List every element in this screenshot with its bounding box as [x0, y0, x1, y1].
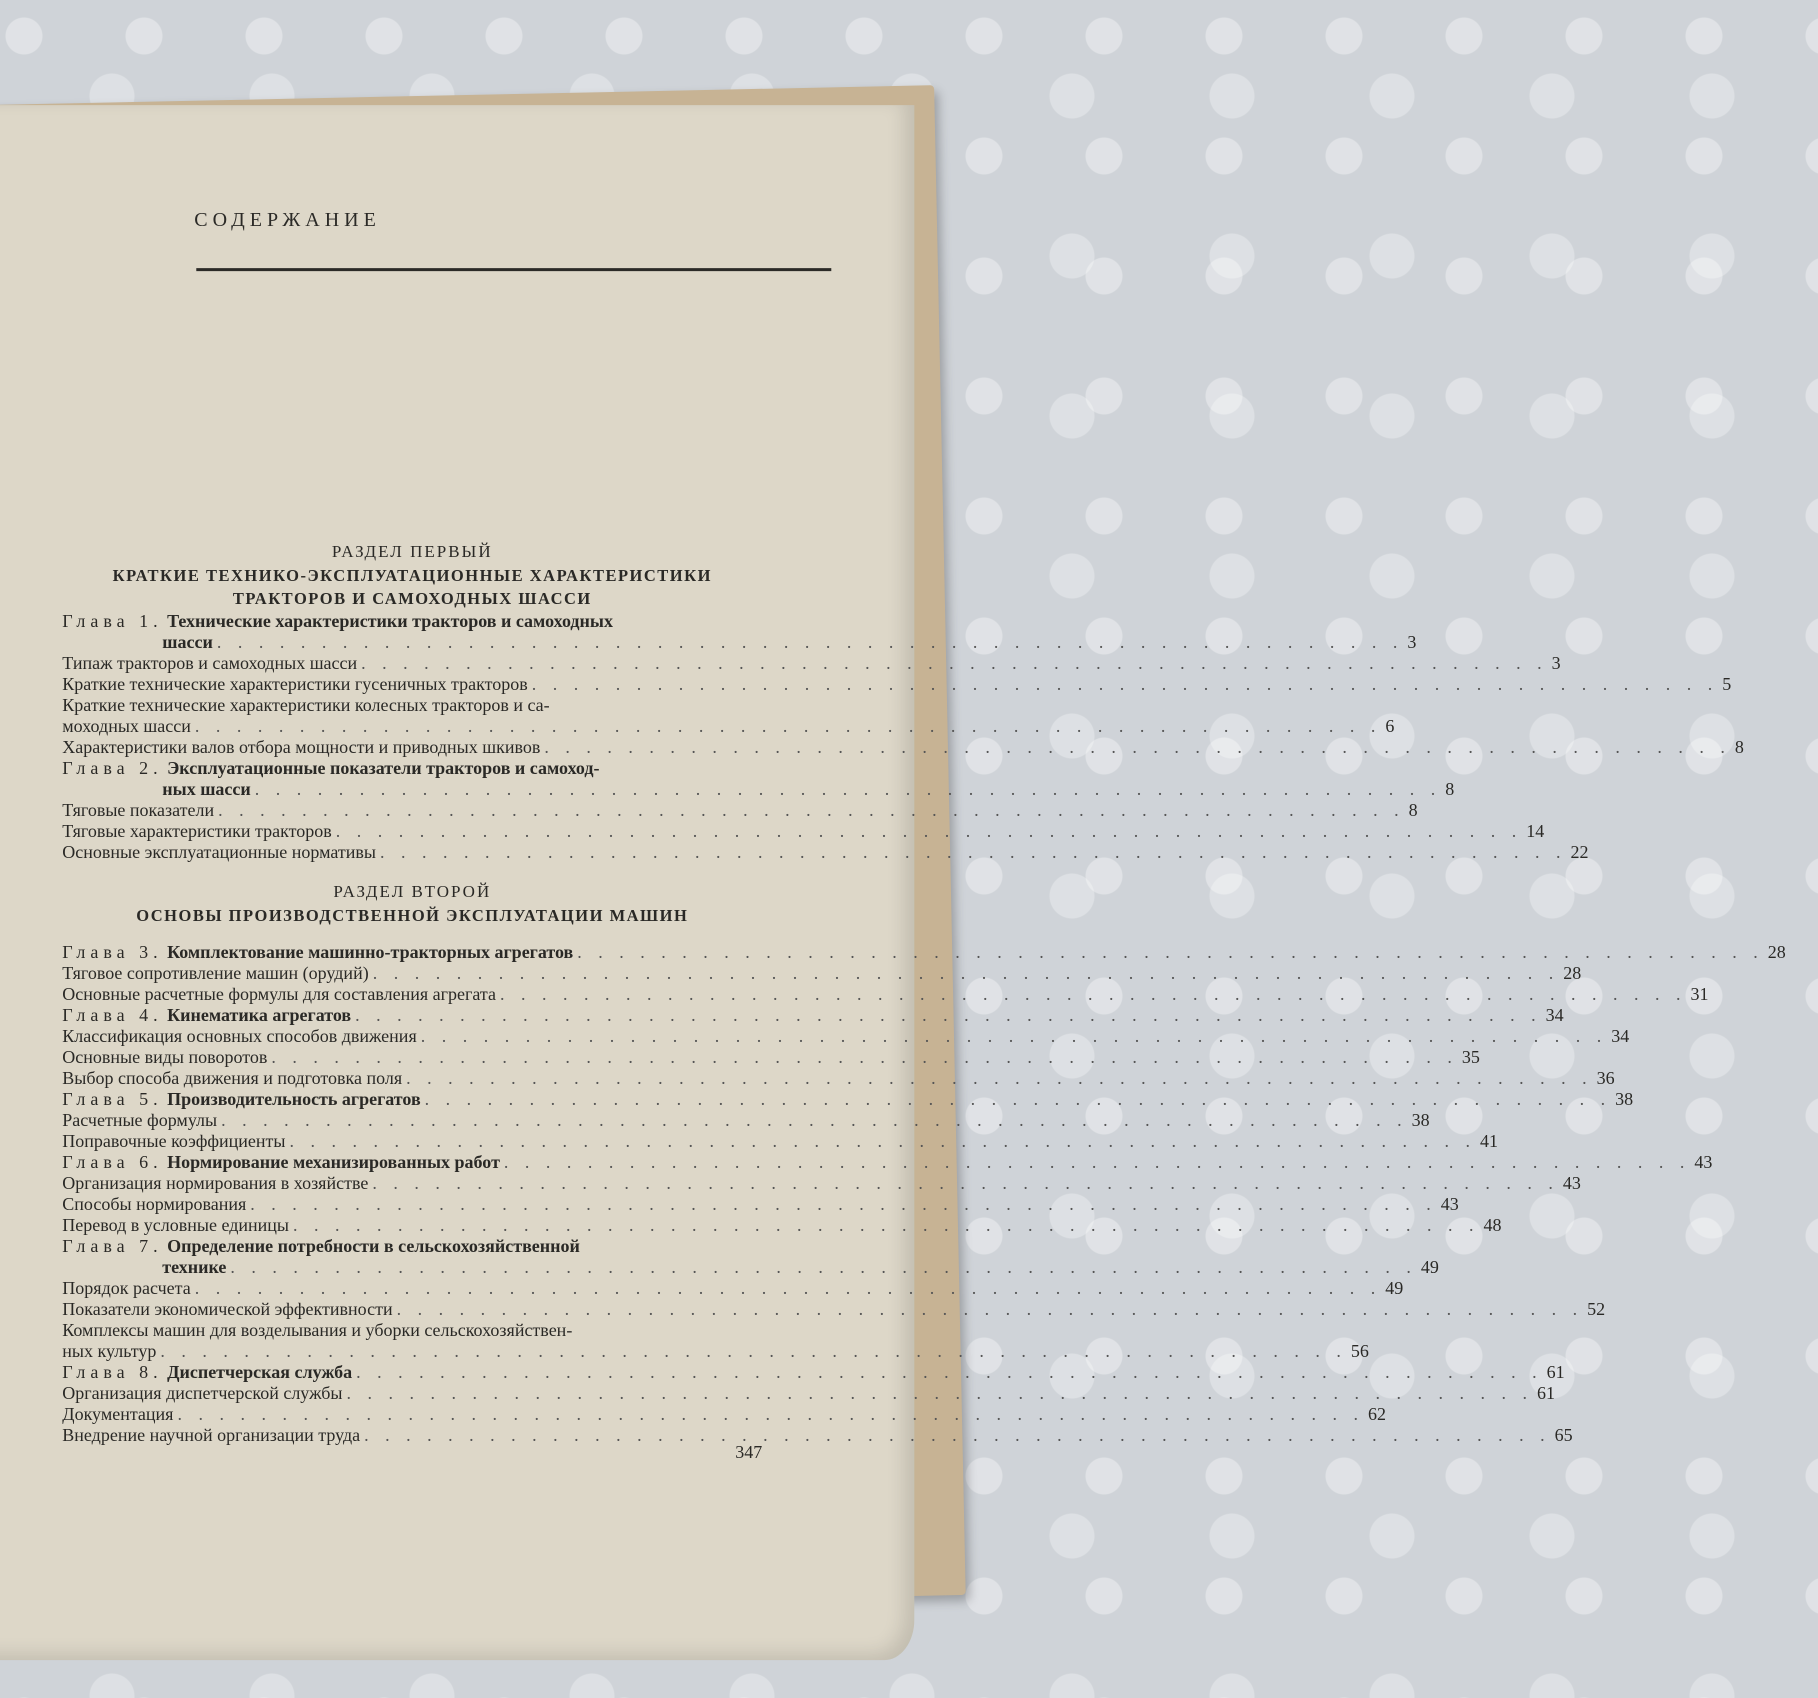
chapter-title: Нормирование механизированных работ	[167, 1152, 500, 1173]
page-number: 35	[1461, 1047, 1480, 1068]
entry-text	[62, 1152, 500, 1173]
leader-dots: . . . . . . . . . . . . . . . . . . . . . . . . . . . . . . . . . . . . . . . . . . . . . . . . . . . . . . . . .	[396, 1299, 1584, 1320]
leader-dots: . . . . . . . . . . . . . . . . . . . . . . . . . . . . . . . . . . . . . . . . . . . . . . . . . . . . . . . . .	[216, 632, 1404, 653]
entry-title: Показатели экономической эффективности	[62, 1299, 393, 1320]
entry-title: Комплексы машин для возделывания и уборки сельскохозяйствен-	[62, 1320, 573, 1341]
toc-entry	[62, 737, 1744, 758]
leader-dots: . . . . . . . . . . . . . . . . . . . . . . . . . . . . . . . . . . . . . . . . . . . . . . . . . . . . . . . . .	[335, 821, 1523, 842]
toc-entry	[62, 1131, 1498, 1152]
entry-title: Способы нормирования	[62, 1194, 247, 1215]
entry-title: Основные расчетные формулы для составления агрегата	[62, 984, 496, 1005]
leader-dots: . . . . . . . . . . . . . . . . . . . . . . . . . . . . . . . . . . . . . . . . . . . . . . . . . . . . . . . . .	[218, 800, 1405, 821]
chapter-number: Глава 2.	[62, 758, 163, 779]
leader-dots: . . . . . . . . . . . . . . . . . . . . . . . . . . . . . . . . . . . . . . . . . . . . . . . . . . . . . . . . .	[160, 1341, 1347, 1362]
section-title-line2: ТРАКТОРОВ И САМОХОДНЫХ ШАССИ	[232, 589, 592, 609]
leader-dots: . . . . . . . . . . . . . . . . . . . . . . . . . . . . . . . . . . . . . . . . . . . . . . . . . . . . . . . . .	[503, 1152, 1691, 1173]
page-number: 49	[1385, 1278, 1404, 1299]
entry-text	[62, 611, 613, 632]
toc-entry-continuation	[62, 716, 1395, 737]
entry-continuation-text: моходных шасси	[62, 716, 191, 737]
leader-dots: . . . . . . . . . . . . . . . . . . . . . . . . . . . . . . . . . . . . . . . . . . . . . . . . . . . . . . . . .	[361, 653, 1548, 674]
page-number: 6	[1385, 716, 1395, 737]
entry-text	[62, 1173, 368, 1194]
entry-text	[62, 800, 214, 821]
section-label: РАЗДЕЛ ПЕРВЫЙ	[331, 542, 493, 562]
entry-text	[62, 1299, 392, 1320]
page-number: 34	[1611, 1026, 1630, 1047]
page-number: 52	[1587, 1299, 1606, 1320]
page-number: 65	[1554, 1425, 1573, 1446]
page-number: 5	[1722, 674, 1732, 695]
chapter-number: Глава 4.	[62, 1005, 163, 1026]
page-number: 3	[1407, 632, 1417, 653]
page-number: 14	[1526, 821, 1545, 842]
entry-text	[62, 1068, 402, 1089]
toc-entry	[62, 674, 1732, 695]
toc-entry	[62, 984, 1709, 1005]
entry-title: Краткие технические характеристики колесных тракторов и са-	[62, 695, 550, 716]
chapter-title: Определение потребности в сельскохозяйственной	[167, 1236, 580, 1257]
page-number: 28	[1767, 942, 1786, 963]
page-number: 38	[1411, 1110, 1430, 1131]
entry-continuation	[62, 779, 250, 800]
entry-text	[62, 984, 496, 1005]
entry-title: Выбор способа движения и подготовка поля	[62, 1068, 403, 1089]
entry-text	[62, 758, 599, 779]
leader-dots: . . . . . . . . . . . . . . . . . . . . . . . . . . . . . . . . . . . . . . . . . . . . . . . . . . . . . . . . .	[424, 1089, 1612, 1110]
entry-continuation-text: ных культур	[62, 1341, 157, 1362]
page-number: 3	[1551, 653, 1561, 674]
leader-dots: . . . . . . . . . . . . . . . . . . . . . . . . . . . . . . . . . . . . . . . . . . . . . . . . . . . . . . . . .	[230, 1257, 1417, 1278]
leader-dots: . . . . . . . . . . . . . . . . . . . . . . . . . . . . . . . . . . . . . . . . . . . . . . . . . . . . . . . . .	[221, 1110, 1408, 1131]
page-number: 61	[1546, 1362, 1565, 1383]
section-title: ОСНОВЫ ПРОИЗВОДСТВЕННОЙ ЭКСПЛУАТАЦИИ МАШИН	[136, 906, 689, 926]
chapter-entry	[62, 1362, 1565, 1383]
leader-dots: . . . . . . . . . . . . . . . . . . . . . . . . . . . . . . . . . . . . . . . . . . . . . . . . . . . . . . . . .	[293, 1215, 1480, 1236]
entry-continuation-text: технике	[162, 1257, 227, 1278]
leader-dots: . . . . . . . . . . . . . . . . . . . . . . . . . . . . . . . . . . . . . . . . . . . . . . . . . . . . . . . . .	[544, 737, 1731, 758]
entry-title: Организация нормирования в хозяйстве	[62, 1173, 369, 1194]
page-number: 61	[1537, 1383, 1556, 1404]
entry-continuation	[62, 632, 213, 653]
entry-text	[62, 1110, 217, 1131]
toc-entry	[62, 1194, 1459, 1215]
entry-title: Классификация основных способов движения	[62, 1026, 417, 1047]
entry-text	[62, 963, 368, 984]
book-page	[0, 105, 1786, 1660]
toc-entry	[62, 1383, 1556, 1404]
entry-continuation	[62, 716, 191, 737]
page-number: 28	[1563, 963, 1582, 984]
chapter-entry	[62, 942, 1786, 963]
leader-dots: . . . . . . . . . . . . . . . . . . . . . . . . . . . . . . . . . . . . . . . . . . . . . . . . . . . . . . . . .	[271, 1047, 1458, 1068]
leader-dots: . . . . . . . . . . . . . . . . . . . . . . . . . . . . . . . . . . . . . . . . . . . . . . . . . . . . . . . . .	[346, 1383, 1534, 1404]
entry-title: Основные эксплуатационные нормативы	[62, 842, 376, 863]
chapter-entry	[62, 758, 762, 779]
page-number: 22	[1570, 842, 1589, 863]
chapter-number: Глава 6.	[62, 1152, 163, 1173]
leader-dots: . . . . . . . . . . . . . . . . . . . . . . . . . . . . . . . . . . . . . . . . . . . . . . . . . . . . . . . . .	[194, 716, 1382, 737]
entry-text	[62, 842, 376, 863]
toc-entry-continuation	[62, 632, 1417, 653]
toc-entry	[62, 1404, 1386, 1425]
toc-entry	[62, 1173, 1581, 1194]
chapter-title: Эксплуатационные показатели тракторов и самоход-	[167, 758, 600, 779]
entry-title: Краткие технические характеристики гусеничных тракторов	[62, 674, 528, 695]
toc-entry	[62, 1110, 1430, 1131]
page-number: 31	[1690, 984, 1709, 1005]
chapter-number: Глава 3.	[62, 942, 163, 963]
entry-continuation-text: шасси	[162, 632, 213, 653]
chapter-number: Глава 7.	[62, 1236, 163, 1257]
entry-title: Порядок расчета	[62, 1278, 191, 1299]
toc-entry	[62, 1425, 1573, 1446]
entry-title: Поправочные коэффициенты	[62, 1131, 286, 1152]
leader-dots: . . . . . . . . . . . . . . . . . . . . . . . . . . . . . . . . . . . . . . . . . . . . . . . . . . . . . . . . .	[499, 984, 1687, 1005]
toc-entry	[62, 963, 1582, 984]
toc-entry	[62, 842, 1589, 863]
entry-text	[62, 1383, 342, 1404]
page-number: 8	[1408, 800, 1418, 821]
leader-dots: . . . . . . . . . . . . . . . . . . . . . . . . . . . . . . . . . . . . . . . . . . . . . . . . . . . . . . . . .	[364, 1425, 1551, 1446]
page-heading: СОДЕРЖАНИЕ	[194, 209, 381, 232]
chapter-title: Технические характеристики тракторов и самоходных	[167, 611, 613, 632]
entry-text	[62, 653, 357, 674]
toc-entry	[62, 1026, 1630, 1047]
toc-entry	[62, 1068, 1615, 1089]
entry-text	[62, 1131, 285, 1152]
page-number: 43	[1562, 1173, 1581, 1194]
section-label: РАЗДЕЛ ВТОРОЙ	[333, 882, 492, 902]
entry-text	[62, 821, 331, 842]
leader-dots: . . . . . . . . . . . . . . . . . . . . . . . . . . . . . . . . . . . . . . . . . . . . . . . . . . . . . . . . .	[177, 1404, 1364, 1425]
chapter-number: Глава 8.	[62, 1362, 163, 1383]
leader-dots: . . . . . . . . . . . . . . . . . . . . . . . . . . . . . . . . . . . . . . . . . . . . . . . . . . . . . . . . .	[577, 942, 1764, 963]
chapter-title: Комплектование машинно-тракторных агрегатов	[167, 942, 574, 963]
leader-dots: . . . . . . . . . . . . . . . . . . . . . . . . . . . . . . . . . . . . . . . . . . . . . . . . . . . . . . . . .	[250, 1194, 1437, 1215]
leader-dots: . . . . . . . . . . . . . . . . . . . . . . . . . . . . . . . . . . . . . . . . . . . . . . . . . . . . . . . . .	[379, 842, 1567, 863]
section-gap	[62, 928, 762, 942]
leader-dots: . . . . . . . . . . . . . . . . . . . . . . . . . . . . . . . . . . . . . . . . . . . . . . . . . . . . . . . . .	[356, 1362, 1543, 1383]
leader-dots: . . . . . . . . . . . . . . . . . . . . . . . . . . . . . . . . . . . . . . . . . . . . . . . . . . . . . . . . .	[355, 1005, 1542, 1026]
toc-entry-continuation	[62, 1257, 1439, 1278]
toc-entry	[62, 1320, 762, 1341]
chapter-entry	[62, 1005, 1564, 1026]
entry-text	[62, 1089, 420, 1110]
entry-title: Тяговые показатели	[62, 800, 215, 821]
entry-text	[62, 1047, 267, 1068]
entry-title: Тяговые характеристики тракторов	[62, 821, 332, 842]
entry-text	[62, 1425, 360, 1446]
toc-entry	[62, 695, 762, 716]
page-number: 8	[1445, 779, 1455, 800]
chapter-title: Кинематика агрегатов	[167, 1005, 352, 1026]
entry-text	[62, 1404, 173, 1425]
toc-entry	[62, 800, 1418, 821]
entry-text	[62, 942, 573, 963]
entry-continuation-text: ных шасси	[162, 779, 251, 800]
leader-dots: . . . . . . . . . . . . . . . . . . . . . . . . . . . . . . . . . . . . . . . . . . . . . . . . . . . . . . . . .	[194, 1278, 1382, 1299]
leader-dots: . . . . . . . . . . . . . . . . . . . . . . . . . . . . . . . . . . . . . . . . . . . . . . . . . . . . . . . . .	[531, 674, 1719, 695]
entry-continuation	[62, 1257, 226, 1278]
entry-text	[62, 1026, 416, 1047]
toc-entry-continuation	[62, 1341, 1369, 1362]
entry-text	[62, 1320, 572, 1341]
table-of-contents	[62, 537, 1786, 1463]
page-number: 62	[1367, 1404, 1386, 1425]
entry-text	[62, 1215, 289, 1236]
page-number: 34	[1545, 1005, 1564, 1026]
page-number: 43	[1440, 1194, 1459, 1215]
entry-text	[62, 1362, 352, 1383]
chapter-entry	[62, 1236, 762, 1257]
chapter-entry	[62, 1152, 1713, 1173]
entry-title: Характеристики валов отбора мощности и приводных шкивов	[62, 737, 541, 758]
section-title: КРАТКИЕ ТЕХНИКО-ЭКСПЛУАТАЦИОННЫЕ ХАРАКТЕРИСТИКИ	[112, 566, 712, 586]
chapter-entry	[62, 611, 762, 632]
entry-text	[62, 1005, 351, 1026]
entry-text	[62, 695, 549, 716]
entry-text	[62, 1236, 580, 1257]
entry-title: Документация	[62, 1404, 174, 1425]
entry-title: Типаж тракторов и самоходных шасси	[62, 653, 358, 674]
page-number-footer: 347	[735, 1442, 763, 1463]
toc-entry	[62, 1299, 1606, 1320]
page-number: 8	[1734, 737, 1744, 758]
heading-rule	[196, 268, 831, 271]
chapter-number: Глава 1.	[62, 611, 163, 632]
leader-dots: . . . . . . . . . . . . . . . . . . . . . . . . . . . . . . . . . . . . . . . . . . . . . . . . . . . . . . . . .	[289, 1131, 1476, 1152]
page-number: 48	[1483, 1215, 1502, 1236]
page-number: 36	[1596, 1068, 1615, 1089]
entry-title: Внедрение научной организации труда	[62, 1425, 361, 1446]
toc-entry-continuation	[62, 779, 1455, 800]
page-number: 41	[1479, 1131, 1498, 1152]
chapter-entry	[62, 1089, 1634, 1110]
entry-text	[62, 1278, 190, 1299]
section-gap	[62, 863, 762, 877]
page-number: 56	[1350, 1341, 1369, 1362]
leader-dots: . . . . . . . . . . . . . . . . . . . . . . . . . . . . . . . . . . . . . . . . . . . . . . . . . . . . . . . . .	[406, 1068, 1593, 1089]
entry-title: Расчетные формулы	[62, 1110, 218, 1131]
leader-dots: . . . . . . . . . . . . . . . . . . . . . . . . . . . . . . . . . . . . . . . . . . . . . . . . . . . . . . . . .	[420, 1026, 1608, 1047]
chapter-title: Диспетчерская служба	[167, 1362, 353, 1383]
toc-entry	[62, 821, 1545, 842]
entry-title: Тяговое сопротивление машин (орудий)	[62, 963, 369, 984]
chapter-number: Глава 5.	[62, 1089, 163, 1110]
toc-entry	[62, 653, 1561, 674]
toc-entry	[62, 1278, 1404, 1299]
leader-dots: . . . . . . . . . . . . . . . . . . . . . . . . . . . . . . . . . . . . . . . . . . . . . . . . . . . . . . . . .	[254, 779, 1442, 800]
toc-entry	[62, 1215, 1502, 1236]
page-number: 43	[1694, 1152, 1713, 1173]
leader-dots: . . . . . . . . . . . . . . . . . . . . . . . . . . . . . . . . . . . . . . . . . . . . . . . . . . . . . . . . .	[372, 963, 1560, 984]
leader-dots: . . . . . . . . . . . . . . . . . . . . . . . . . . . . . . . . . . . . . . . . . . . . . . . . . . . . . . . . .	[372, 1173, 1559, 1194]
entry-continuation	[62, 1341, 156, 1362]
chapter-title: Производительность агрегатов	[167, 1089, 421, 1110]
page-number: 38	[1615, 1089, 1634, 1110]
page-number: 49	[1420, 1257, 1439, 1278]
entry-title: Организация диспетчерской службы	[62, 1383, 343, 1404]
entry-title: Основные виды поворотов	[62, 1047, 268, 1068]
entry-title: Перевод в условные единицы	[62, 1215, 290, 1236]
entry-text	[62, 674, 527, 695]
entry-text	[62, 737, 540, 758]
toc-entry	[62, 1047, 1480, 1068]
book-cover	[0, 85, 1786, 1615]
entry-text	[62, 1194, 246, 1215]
